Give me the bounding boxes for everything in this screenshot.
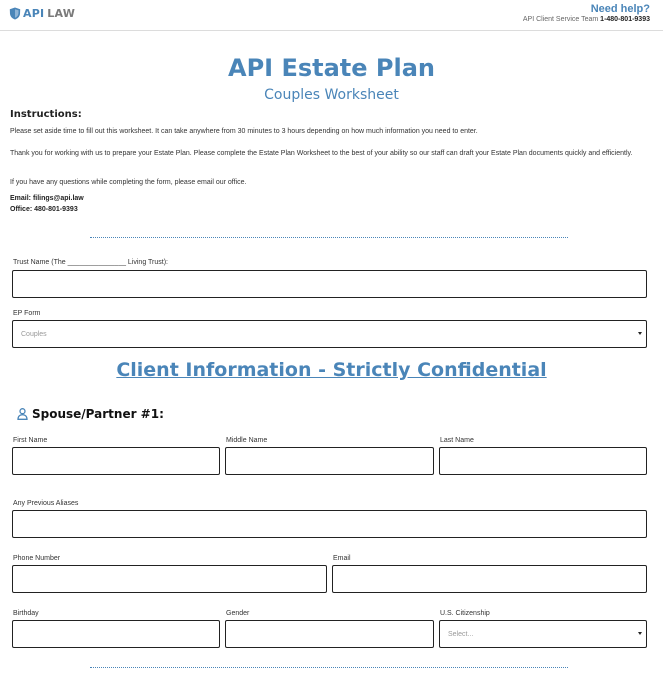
gender-label: Gender bbox=[226, 610, 250, 617]
logo[interactable] bbox=[9, 7, 75, 20]
contact-email[interactable]: Email: filings@api.law bbox=[10, 195, 84, 202]
ep-form-value: Couples bbox=[21, 331, 47, 338]
birthday-input[interactable] bbox=[12, 620, 220, 648]
contact-office: Office: 480-801-9393 bbox=[10, 206, 78, 213]
top-bar bbox=[0, 0, 663, 31]
shield-icon bbox=[9, 7, 21, 20]
ep-form-label: EP Form bbox=[13, 310, 41, 317]
ep-form-select[interactable] bbox=[12, 320, 647, 348]
person1-title: Spouse/Partner #1: bbox=[32, 407, 164, 421]
instructions-time: Please set aside time to fill out this worksheet. It can take anywhere from 30 minutes to 3 hours depending on how much information you need to enter. bbox=[10, 128, 478, 135]
citizenship-select[interactable] bbox=[439, 620, 647, 648]
middle-name-label: Middle Name bbox=[226, 437, 268, 444]
instructions-questions: If you have any questions while completing the form, please email our office. bbox=[10, 179, 247, 186]
page-subtitle: Couples Worksheet bbox=[264, 87, 399, 103]
email-label: Email bbox=[333, 555, 351, 562]
first-name-label: First Name bbox=[13, 437, 48, 444]
divider bbox=[90, 237, 568, 238]
aliases-input[interactable] bbox=[12, 510, 647, 538]
instructions-thanks: Thank you for working with us to prepare your Estate Plan. Please complete the Estate Plan Worksheet to the best of your ability so our staff can draft your Estate Plan documents quickly and efficiently. bbox=[10, 150, 633, 157]
divider bbox=[90, 667, 568, 668]
chevron-down-icon bbox=[638, 632, 642, 635]
help-phone[interactable]: 1-480-801-9393 bbox=[600, 16, 650, 23]
first-name-input[interactable] bbox=[12, 447, 220, 475]
logo-text: API LAW bbox=[23, 7, 76, 20]
last-name-label: Last Name bbox=[440, 437, 474, 444]
birthday-label: Birthday bbox=[13, 610, 39, 617]
trust-name-label: Trust Name (The _______________ Living Trust): bbox=[13, 259, 168, 266]
email-input[interactable] bbox=[332, 565, 647, 593]
phone-label: Phone Number bbox=[13, 555, 61, 562]
citizenship-placeholder: Select... bbox=[448, 631, 474, 638]
citizenship-label: U.S. Citizenship bbox=[440, 610, 490, 617]
help-box bbox=[523, 3, 650, 23]
page-title: API Estate Plan bbox=[228, 54, 435, 82]
last-name-input[interactable] bbox=[439, 447, 647, 475]
middle-name-input[interactable] bbox=[225, 447, 434, 475]
gender-input[interactable] bbox=[225, 620, 434, 648]
aliases-label: Any Previous Aliases bbox=[13, 500, 79, 507]
help-title[interactable]: Need help? bbox=[590, 3, 650, 15]
phone-input[interactable] bbox=[12, 565, 327, 593]
section-title: Client Information - Strictly Confidential bbox=[116, 359, 547, 381]
person1-heading bbox=[17, 407, 164, 421]
person-icon bbox=[17, 408, 28, 420]
trust-name-input[interactable] bbox=[12, 270, 647, 298]
help-contact: API Client Service Team 1-480-801-9393 bbox=[522, 16, 650, 23]
chevron-down-icon bbox=[638, 332, 642, 335]
instructions-heading: Instructions: bbox=[10, 109, 82, 120]
